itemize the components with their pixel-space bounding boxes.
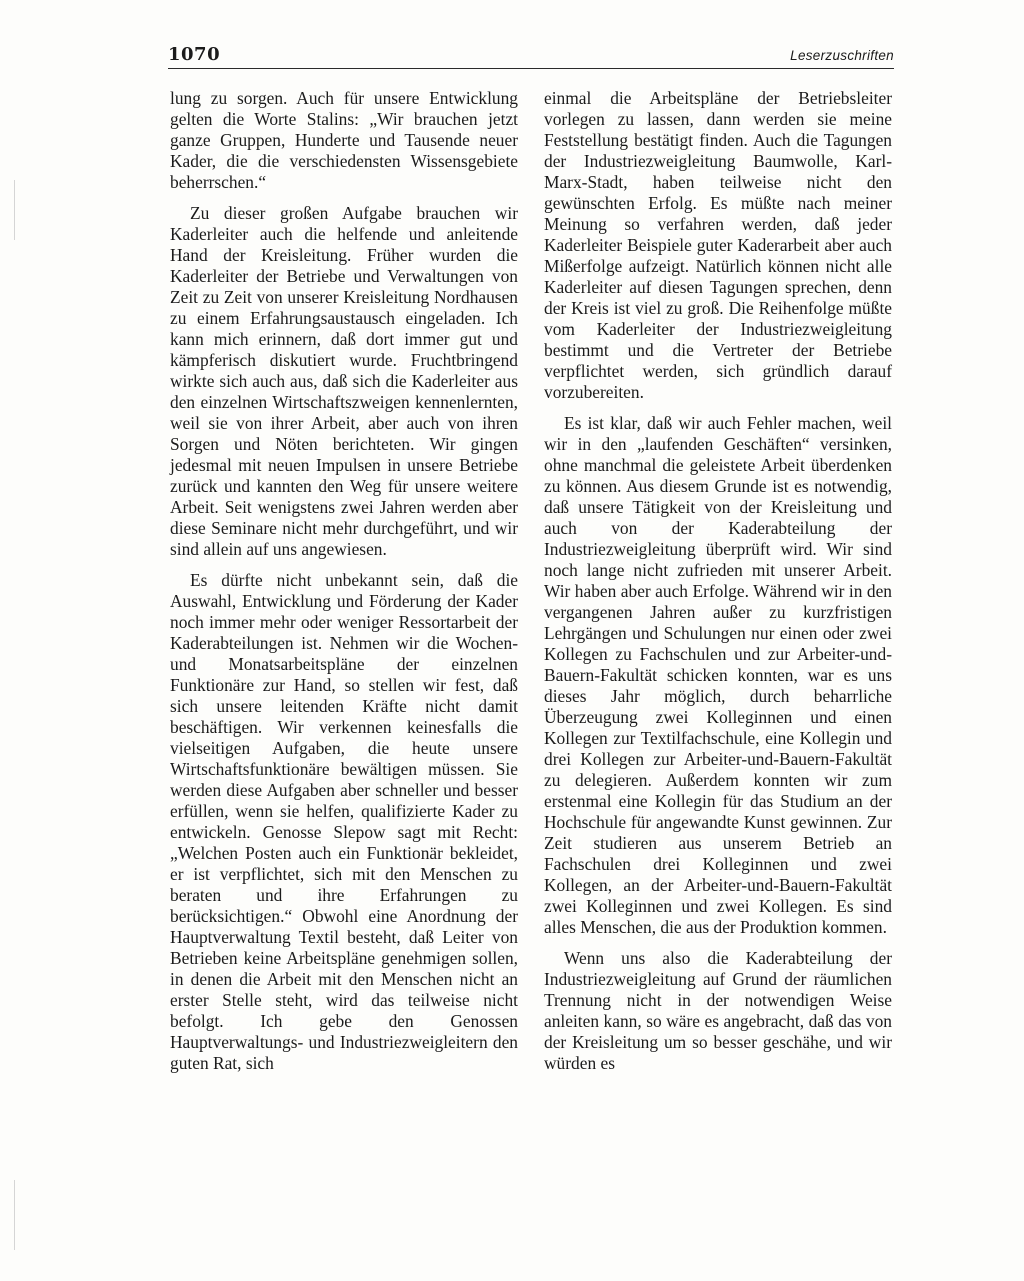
- right-column: [544, 88, 892, 1074]
- scan-edge-line: [14, 180, 15, 240]
- left-column: [170, 88, 518, 1074]
- page-header: [168, 40, 894, 69]
- paragraph: lung zu sorgen. Auch für unsere Entwicklung gelten die Worte Stalins: „Wir brauchen jetzt ganze Gruppen, Hunderte und Tausende neuer Kader, die die verschiedensten Wissensgebiete beherrschen.“: [170, 88, 518, 192]
- scan-edge-line: [14, 1180, 15, 1250]
- paragraph: Es ist klar, daß wir auch Fehler machen, weil wir in den „laufenden Geschäften“ versinken, ohne manchmal die geleistete Arbeit überdenken zu können. Aus diesem Grunde ist es notwendig, daß unsere Tätigkeit von der Kreisleitung und auch von der Kaderabteilung der Industriezweigleitung überprüft wird. Wir sind noch lange nicht zufrieden mit unserer Arbeit. Wir haben aber auch Erfolge. Während wir in den vergangenen Jahren außer zu kurzfristigen Lehrgängen und Schulungen nur einen oder zwei Kollegen zu Fachschulen und zur Arbeiter-und-Bauern-Fakultät schicken konnten, war es uns dieses Jahr möglich, durch beharrliche Überzeugung zwei Kolleginnen und einen Kollegen zur Textilfachschule, eine Kollegin und drei Kollegen zur Arbeiter-und-Bauern-Fakultät zu delegieren. Außerdem konnten wir zum erstenmal eine Kollegin für das Studium an der Hochschule für angewandte Kunst gewinnen. Zur Zeit studieren aus unserem Betrieb an Fachschulen drei Kolleginnen und zwei Kollegen, an der Arbeiter-und-Bauern-Fakultät zwei Kolleginnen und zwei Kollegen. Es sind alles Menschen, die aus der Produktion kommen.: [544, 413, 892, 937]
- paragraph: einmal die Arbeitspläne der Betriebsleiter vorlegen zu lassen, dann werden sie meine Feststellung bestätigt finden. Auch die Tagungen der Industriezweigleitung Baumwolle, Karl-Marx-Stadt, haben teilweise nicht den gewünschten Erfolg. Es müßte nach meiner Meinung so verfahren werden, daß jeder Kaderleiter Beispiele guter Kaderarbeit aber auch Mißerfolge aufzeigt. Natürlich können nicht alle Kaderleiter auf diesen Tagungen sprechen, denn der Kreis ist viel zu groß. Die Reihenfolge müßte vom Kaderleiter der Industriezweigleitung bestimmt und die Vertreter der Betriebe verpflichtet werden, sich gründlich darauf vorzubereiten.: [544, 88, 892, 402]
- running-head: Leserzuschriften: [790, 48, 894, 63]
- paragraph: Wenn uns also die Kaderabteilung der Industriezweigleitung auf Grund der räumlichen Trennung nicht in der notwendigen Weise anleiten kann, so wäre es angebracht, daß das von der Kreisleitung um so besser geschähe, und wir würden es: [544, 948, 892, 1073]
- paragraph: Zu dieser großen Aufgabe brauchen wir Kaderleiter auch die helfende und anleitende Hand der Kreisleitung. Früher wurden die Kaderleiter der Betriebe und Verwaltungen von Zeit zu Zeit von unserer Kreisleitung Nordhausen zu einem Erfahrungsaustausch eingeladen. Ich kann mich erinnern, daß dort immer gut und kämpferisch diskutiert wurde. Fruchtbringend wirkte sich auch aus, daß sich die Kaderleiter aus den einzelnen Wirtschaftszweigen kennenlernten, weil sie von ihrer Arbeit, aber auch von ihren Sorgen und Nöten berichteten. Wir gingen jedesmal mit neuen Impulsen in unsere Betriebe zurück und kannten den Weg für unsere weitere Arbeit. Seit wenigstens zwei Jahren werden aber diese Seminare nicht mehr durchgeführt, und wir sind allein auf uns angewiesen.: [170, 203, 518, 559]
- page-number: 1070: [168, 44, 221, 65]
- paragraph: Es dürfte nicht unbekannt sein, daß die Auswahl, Entwicklung und Förderung der Kader noch immer mehr oder weniger Ressortarbeit der Kaderabteilungen ist. Nehmen wir die Wochen- und Monatsarbeitspläne der einzelnen Funktionäre zur Hand, so stellen wir fest, daß sich unsere leitenden Kräfte nicht damit beschäftigen. Wir verkennen keinesfalls die vielseitigen Aufgaben, die heute unsere Wirtschaftsfunktionäre bewältigen müssen. Sie werden diese Aufgaben aber schneller und besser erfüllen, wenn sie helfen, qualifizierte Kader zu entwickeln. Genosse Slepow sagt mit Recht: „Welchen Posten auch ein Funktionär bekleidet, er ist verpflichtet, sich mit den Menschen zu beraten und ihre Erfahrungen zu berücksichtigen.“ Obwohl eine Anordnung der Hauptverwaltung Textil besteht, daß Leiter von Betrieben keine Arbeitspläne genehmigen sollen, in denen die Arbeit mit den Menschen nicht an erster Stelle steht, wird das teilweise nicht befolgt. Ich gebe den Genossen Hauptverwaltungs- und Industriezweigleitern den guten Rat, sich: [170, 570, 518, 1073]
